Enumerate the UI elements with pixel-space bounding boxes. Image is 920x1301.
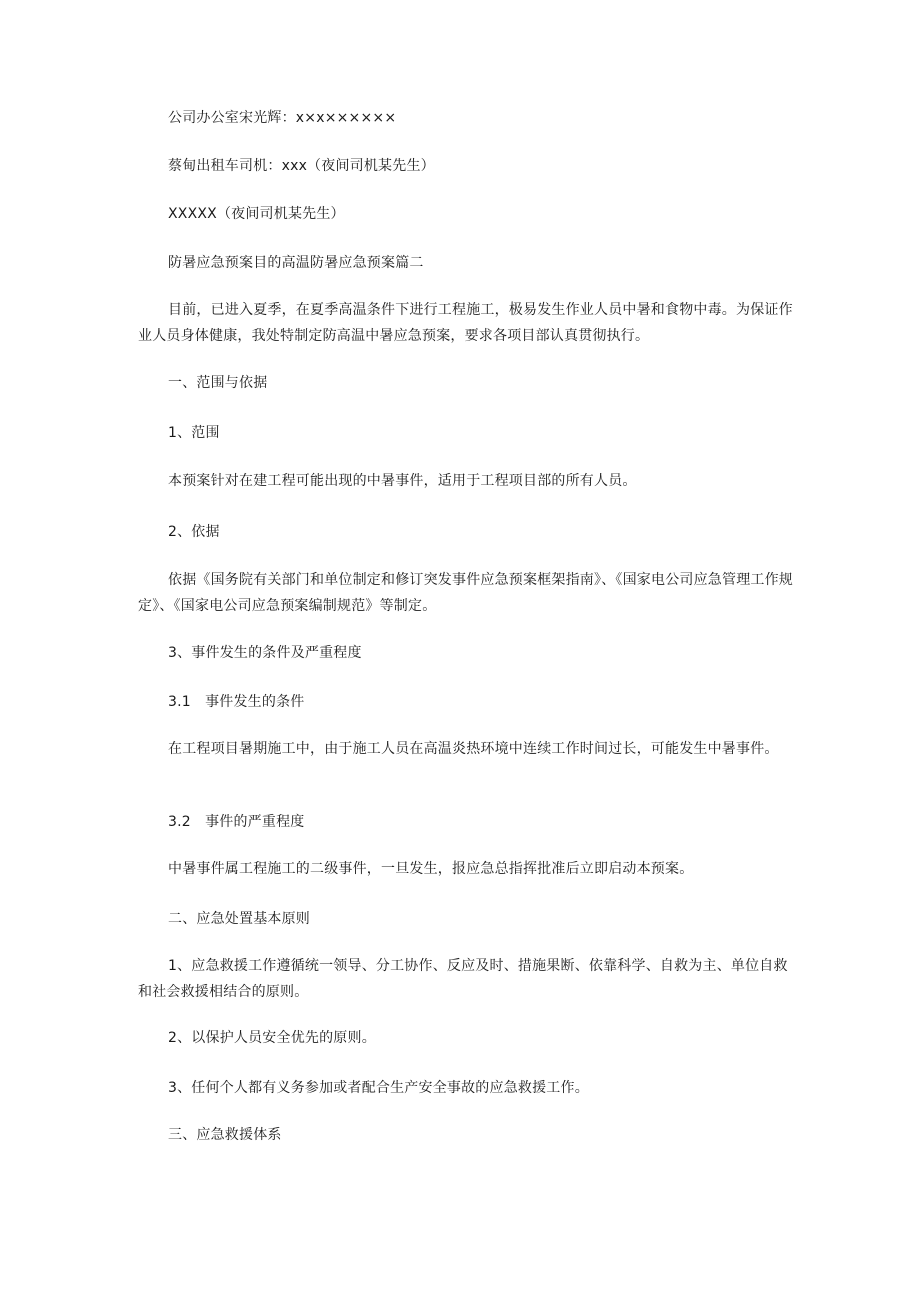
heading-principles: 二、应急处置基本原则 [168, 911, 310, 927]
intro-paragraph: 目前，已进入夏季，在夏季高温条件下进行工程施工，极易发生作业人员中暑和食物中毒。为保证作业人员身体健康，我处特制定防高温中暑应急预案，要求各项目部认真贯彻执行。 [138, 302, 793, 344]
heading-rescue-system: 三、应急救援体系 [168, 1127, 282, 1143]
subheading-conditions: 3.1 事件发生的条件 [168, 694, 305, 710]
conditions-paragraph: 在工程项目暑期施工中，由于施工人员在高温炎热环境中连续工作时间过长，可能发生中暑事件。 [168, 741, 779, 757]
basis-paragraph: 依据《国务院有关部门和单位制定和修订突发事件应急预案框架指南》、《国家电公司应急管理工作规定》、《国家电公司应急预案编制规范》等制定。 [138, 572, 793, 614]
severity-paragraph: 中暑事件属工程施工的二级事件，一旦发生，报应急总指挥批准后立即启动本预案。 [168, 861, 694, 877]
subheading-scope: 1、范围 [168, 425, 220, 441]
contact-taxi-driver: 蔡甸出租车司机：xxx（夜间司机某先生） [168, 158, 435, 174]
contact-night-driver: XXXXX（夜间司机某先生） [168, 206, 345, 222]
subheading-conditions-severity: 3、事件发生的条件及严重程度 [168, 645, 362, 661]
principle-3: 3、任何个人都有义务参加或者配合生产安全事故的应急救援工作。 [168, 1080, 589, 1096]
contact-office: 公司办公室宋光辉：x×x×××××× [168, 110, 397, 126]
principle-1: 1、应急救援工作遵循统一领导、分工协作、反应及时、措施果断、依靠科学、自救为主、单位自救和社会救援相结合的原则。 [138, 958, 788, 1000]
subheading-severity: 3.2 事件的严重程度 [168, 814, 305, 830]
subheading-basis: 2、依据 [168, 524, 220, 540]
section-title: 防暑应急预案目的高温防暑应急预案篇二 [168, 255, 424, 271]
heading-scope-basis: 一、范围与依据 [168, 375, 268, 391]
scope-paragraph: 本预案针对在建工程可能出现的中暑事件，适用于工程项目部的所有人员。 [168, 473, 637, 489]
principle-2: 2、以保护人员安全优先的原则。 [168, 1030, 376, 1046]
